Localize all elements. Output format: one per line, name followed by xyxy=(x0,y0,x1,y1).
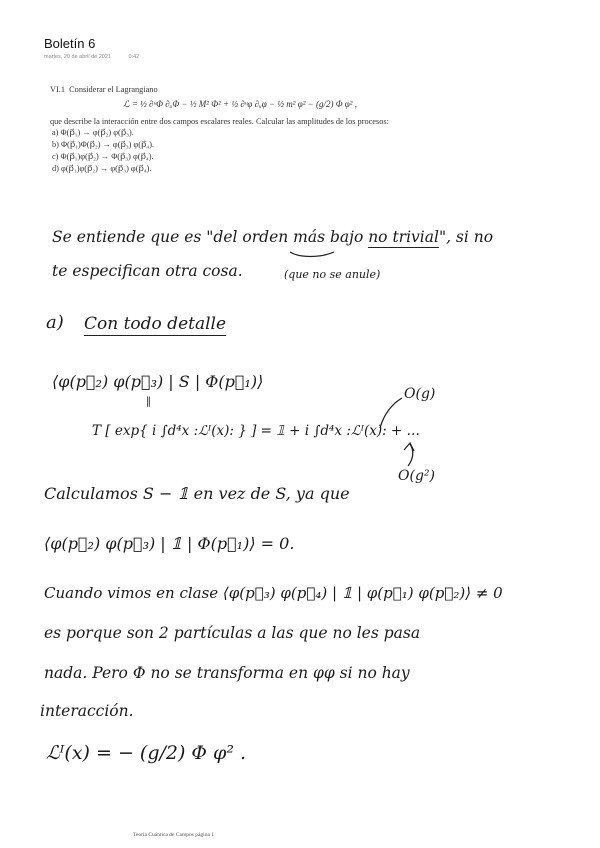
problem-description: que describe la interacción entre dos campos escalares reales. Calcular las amplitudes de los procesos: xyxy=(50,117,389,126)
arrow-head-order-g2 xyxy=(404,443,414,451)
note-line-1a: Se entiende que es "del orden más bajo xyxy=(52,228,369,246)
note-line-1c: ", si no xyxy=(438,228,494,246)
part-label: a) xyxy=(46,312,64,333)
page-footer: Teoría Cuántica de Campos página 1 xyxy=(133,832,215,838)
identity-line: ⟨φ(p⃗₂) φ(p⃗₃) | 𝟙 | Φ(p⃗₁)⟩ = 0. xyxy=(44,534,295,553)
para-line-3: nada. Pero Φ no se transforma en φφ si no hay xyxy=(44,664,410,682)
order-g-label: O(g) xyxy=(404,386,436,402)
problem-number: VI.1 xyxy=(50,85,65,94)
page-title: Boletín 6 xyxy=(44,36,96,51)
note-non-trivial: no trivial xyxy=(368,228,439,246)
process-item-c: c) Φ(p⃗₁)φ(p⃗₂) → Φ(p⃗₃) φ(p⃗₄). xyxy=(52,152,154,161)
note-aside: (que no se anule) xyxy=(284,268,381,281)
page-date: martes, 20 de abril de 2021 xyxy=(44,54,111,60)
para-line-2: es porque son 2 partículas a las que no les pasa xyxy=(44,624,421,642)
para-line-4: interacción. xyxy=(40,702,134,720)
para-line-1: Cuando vimos en clase ⟨φ(p⃗₃) φ(p⃗₄) | 𝟙 | φ(p⃗₁) φ(p⃗₂)⟩ ≠ 0 xyxy=(44,584,503,602)
note-line-1 xyxy=(52,228,493,246)
order-g2-label: O(g²) xyxy=(398,468,435,484)
equals-mark: ‖ xyxy=(146,396,151,407)
problem-heading xyxy=(50,84,430,95)
lagrangian-equation: ℒ = ½ ∂ᵘΦ ∂ᵤΦ − ½ M² Φ² + ½ ∂ᵘφ ∂ᵤφ − ½ m² φ² − (g/2) Φ φ² , xyxy=(123,99,357,109)
calc-line: Calculamos S − 𝟙 en vez de S, ya que xyxy=(44,484,350,503)
problem-intro: Considerar el Lagrangiano xyxy=(69,85,158,94)
amplitude-bracket: ⟨φ(p⃗₂) φ(p⃗₃) | S | Φ(p⃗₁)⟩ xyxy=(52,372,264,391)
interaction-lagrangian: ℒᴵ(x) = − (g/2) Φ φ² . xyxy=(46,742,247,764)
page-meta xyxy=(44,54,139,60)
process-item-a: a) Φ(p⃗₁) → φ(p⃗₂) φ(p⃗₃). xyxy=(52,128,134,137)
t-expansion: T [ exp{ i ∫d⁴x :ℒᴵ(x): } ] = 𝟙 + i ∫d⁴x :ℒᴵ(x): + … xyxy=(92,423,421,439)
process-item-b: b) Φ(p⃗₁)Φ(p⃗₂) → φ(p⃗₃) φ(p⃗₄). xyxy=(52,140,155,149)
arrow-to-order-g2 xyxy=(408,444,413,466)
process-item-d: d) φ(p⃗₁)φ(p⃗₂) → φ(p⃗₃) φ(p⃗₄). xyxy=(52,164,152,173)
page-time: 0:42 xyxy=(128,54,140,60)
part-title: Con todo detalle xyxy=(84,314,227,334)
underbrace-mark xyxy=(290,252,334,257)
problem-statement xyxy=(50,84,430,175)
note-line-2: te especifican otra cosa. xyxy=(52,262,243,280)
